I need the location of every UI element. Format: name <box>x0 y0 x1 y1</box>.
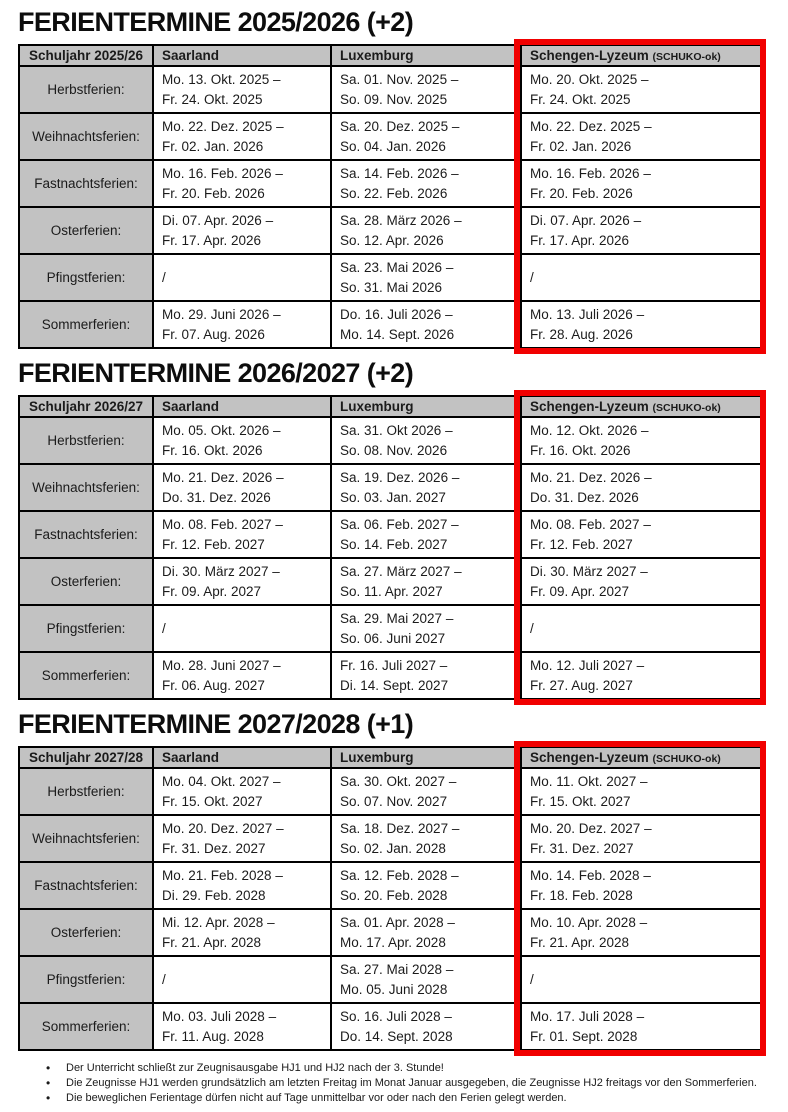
row-label: Osterferien: <box>19 909 153 956</box>
date-line: Mo. 05. Okt. 2026 – <box>162 422 281 438</box>
date-line: Sa. 20. Dez. 2025 – <box>340 118 460 134</box>
holiday-table-wrap <box>18 395 762 700</box>
date-line: Fr. 02. Jan. 2026 <box>162 138 264 154</box>
cell-saarland <box>153 511 331 558</box>
date-line: Sa. 01. Nov. 2025 – <box>340 71 459 87</box>
date-line: / <box>162 269 166 285</box>
cell-saarland <box>153 464 331 511</box>
date-line: Mo. 14. Feb. 2028 – <box>530 867 651 883</box>
row-label: Weihnachtsferien: <box>19 815 153 862</box>
holiday-row <box>19 160 763 207</box>
date-line: Fr. 15. Okt. 2027 <box>530 793 631 809</box>
date-line: Mi. 12. Apr. 2028 – <box>162 914 275 930</box>
ferien-section <box>18 710 762 1051</box>
column-header-schengen <box>521 45 763 66</box>
date-line: Fr. 12. Feb. 2027 <box>162 536 265 552</box>
column-header-luxemburg: Luxemburg <box>331 396 521 417</box>
date-line: Fr. 07. Aug. 2026 <box>162 326 265 342</box>
date-line: Fr. 24. Okt. 2025 <box>530 91 631 107</box>
row-label: Fastnachtsferien: <box>19 862 153 909</box>
date-line: Do. 14. Sept. 2028 <box>340 1028 453 1044</box>
date-line: Do. 16. Juli 2026 – <box>340 306 453 322</box>
column-header-schengen <box>521 747 763 768</box>
holiday-row <box>19 66 763 113</box>
cell-saarland <box>153 558 331 605</box>
cell-schengen <box>521 956 763 1003</box>
date-line: Mo. 12. Okt. 2026 – <box>530 422 649 438</box>
schengen-header-main: Schengen-Lyzeum <box>530 48 649 63</box>
row-label: Osterferien: <box>19 558 153 605</box>
date-line: Fr. 01. Sept. 2028 <box>530 1028 638 1044</box>
holiday-row <box>19 1003 763 1050</box>
bullet-icon: • <box>46 1061 51 1075</box>
footnotes-list <box>18 1061 762 1106</box>
date-line: Mo. 10. Apr. 2028 – <box>530 914 648 930</box>
date-line: Mo. 21. Dez. 2026 – <box>530 469 652 485</box>
date-line: Sa. 31. Okt 2026 – <box>340 422 453 438</box>
cell-luxemburg <box>331 207 521 254</box>
cell-luxemburg <box>331 417 521 464</box>
footnote-item <box>46 1091 762 1106</box>
date-line: So. 12. Apr. 2026 <box>340 232 444 248</box>
date-line: Fr. 02. Jan. 2026 <box>530 138 632 154</box>
date-line: Fr. 24. Okt. 2025 <box>162 91 263 107</box>
cell-schengen <box>521 605 763 652</box>
row-label: Osterferien: <box>19 207 153 254</box>
date-line: Mo. 20. Dez. 2027 – <box>162 820 284 836</box>
date-line: Fr. 09. Apr. 2027 <box>162 583 262 599</box>
ferien-section <box>18 8 762 349</box>
holiday-row <box>19 254 763 301</box>
date-line: Sa. 30. Okt. 2027 – <box>340 773 457 789</box>
holiday-row <box>19 768 763 815</box>
cell-schengen <box>521 1003 763 1050</box>
cell-saarland <box>153 605 331 652</box>
footnote-text: Die Zeugnisse HJ1 werden grundsätzlich am letzten Freitag im Monat Januar ausgegeben, die Zeugnisse HJ2 freitags vor den Sommerferien. <box>66 1077 757 1089</box>
table-header-row <box>19 396 763 417</box>
cell-saarland <box>153 768 331 815</box>
column-header-schuljahr: Schuljahr 2026/27 <box>19 396 153 417</box>
date-line: Fr. 17. Apr. 2026 <box>162 232 262 248</box>
date-line: Di. 30. März 2027 – <box>162 563 280 579</box>
sections-container <box>18 8 762 1051</box>
holiday-row <box>19 956 763 1003</box>
date-line: Mo. 17. Juli 2028 – <box>530 1008 645 1024</box>
date-line: Mo. 17. Apr. 2028 <box>340 934 446 950</box>
date-line: Di. 07. Apr. 2026 – <box>162 212 274 228</box>
date-line: / <box>162 971 166 987</box>
date-line: So. 09. Nov. 2025 <box>340 91 448 107</box>
date-line: Fr. 31. Dez. 2027 <box>162 840 266 856</box>
date-line: Di. 07. Apr. 2026 – <box>530 212 642 228</box>
date-line: Mo. 22. Dez. 2025 – <box>530 118 652 134</box>
date-line: Di. 14. Sept. 2027 <box>340 677 449 693</box>
holiday-table-wrap <box>18 746 762 1051</box>
date-line: Mo. 22. Dez. 2025 – <box>162 118 284 134</box>
date-line: Fr. 09. Apr. 2027 <box>530 583 630 599</box>
date-line: So. 06. Juni 2027 <box>340 630 446 646</box>
cell-saarland <box>153 66 331 113</box>
date-line: Fr. 16. Juli 2027 – <box>340 657 448 673</box>
holiday-table <box>18 395 764 700</box>
date-line: Do. 31. Dez. 2026 <box>530 489 639 505</box>
cell-saarland <box>153 113 331 160</box>
column-header-saarland: Saarland <box>153 396 331 417</box>
cell-schengen <box>521 464 763 511</box>
table-header-row <box>19 45 763 66</box>
column-header-luxemburg: Luxemburg <box>331 45 521 66</box>
cell-luxemburg <box>331 464 521 511</box>
date-line: Fr. 16. Okt. 2026 <box>530 442 631 458</box>
holiday-row <box>19 909 763 956</box>
cell-saarland <box>153 862 331 909</box>
footnote-item <box>46 1061 762 1076</box>
date-line: Mo. 20. Dez. 2027 – <box>530 820 652 836</box>
date-line: Fr. 12. Feb. 2027 <box>530 536 633 552</box>
cell-schengen <box>521 113 763 160</box>
date-line: Fr. 06. Aug. 2027 <box>162 677 265 693</box>
cell-luxemburg <box>331 254 521 301</box>
date-line: Mo. 08. Feb. 2027 – <box>530 516 651 532</box>
footnote-text: Die beweglichen Ferientage dürfen nicht auf Tage unmittelbar vor oder nach den Ferien gelegt werden. <box>66 1092 567 1104</box>
date-line: Di. 29. Feb. 2028 <box>162 887 266 903</box>
date-line: Fr. 28. Aug. 2026 <box>530 326 633 342</box>
column-header-saarland: Saarland <box>153 45 331 66</box>
date-line: Sa. 06. Feb. 2027 – <box>340 516 459 532</box>
date-line: Fr. 27. Aug. 2027 <box>530 677 633 693</box>
cell-luxemburg <box>331 558 521 605</box>
date-line: Mo. 03. Juli 2028 – <box>162 1008 277 1024</box>
row-label: Sommerferien: <box>19 1003 153 1050</box>
cell-schengen <box>521 301 763 348</box>
date-line: Sa. 29. Mai 2027 – <box>340 610 454 626</box>
date-line: Mo. 21. Feb. 2028 – <box>162 867 283 883</box>
cell-schengen <box>521 254 763 301</box>
holiday-row <box>19 605 763 652</box>
holiday-row <box>19 113 763 160</box>
date-line: Fr. 21. Apr. 2028 <box>530 934 630 950</box>
date-line: Fr. 17. Apr. 2026 <box>530 232 630 248</box>
date-line: So. 11. Apr. 2027 <box>340 583 443 599</box>
section-title: FERIENTERMINE 2025/2026 (+2) <box>18 7 414 37</box>
holiday-row <box>19 301 763 348</box>
date-line: So. 03. Jan. 2027 <box>340 489 446 505</box>
row-label: Herbstferien: <box>19 417 153 464</box>
footnote-item <box>46 1076 762 1091</box>
column-header-schengen <box>521 396 763 417</box>
date-line: So. 22. Feb. 2026 <box>340 185 448 201</box>
row-label: Weihnachtsferien: <box>19 464 153 511</box>
date-line: Fr. 20. Feb. 2026 <box>530 185 633 201</box>
holiday-row <box>19 558 763 605</box>
holiday-row <box>19 815 763 862</box>
bullet-icon: • <box>46 1091 51 1105</box>
date-line: So. 07. Nov. 2027 <box>340 793 448 809</box>
cell-schengen <box>521 862 763 909</box>
cell-saarland <box>153 956 331 1003</box>
date-line: Sa. 01. Apr. 2028 – <box>340 914 455 930</box>
schengen-header-main: Schengen-Lyzeum <box>530 399 649 414</box>
cell-luxemburg <box>331 909 521 956</box>
cell-saarland <box>153 909 331 956</box>
date-line: / <box>162 620 166 636</box>
date-line: Fr. 15. Okt. 2027 <box>162 793 263 809</box>
date-line: Sa. 18. Dez. 2027 – <box>340 820 460 836</box>
row-label: Sommerferien: <box>19 301 153 348</box>
section-title: FERIENTERMINE 2026/2027 (+2) <box>18 358 414 388</box>
date-line: So. 08. Nov. 2026 <box>340 442 448 458</box>
date-line: Di. 30. März 2027 – <box>530 563 648 579</box>
holiday-row <box>19 652 763 699</box>
date-line: / <box>530 620 534 636</box>
row-label: Fastnachtsferien: <box>19 511 153 558</box>
schengen-header-suffix: (SCHUKO-ok) <box>652 51 721 63</box>
date-line: Mo. 16. Feb. 2026 – <box>162 165 283 181</box>
date-line: So. 14. Feb. 2027 <box>340 536 448 552</box>
row-label: Weihnachtsferien: <box>19 113 153 160</box>
cell-schengen <box>521 417 763 464</box>
row-label: Pfingstferien: <box>19 605 153 652</box>
bullet-icon: • <box>46 1076 51 1090</box>
holiday-row <box>19 464 763 511</box>
date-line: Mo. 14. Sept. 2026 <box>340 326 455 342</box>
date-line: / <box>530 971 534 987</box>
holiday-table <box>18 44 764 349</box>
column-header-schuljahr: Schuljahr 2025/26 <box>19 45 153 66</box>
date-line: Mo. 08. Feb. 2027 – <box>162 516 283 532</box>
cell-saarland <box>153 207 331 254</box>
column-header-luxemburg: Luxemburg <box>331 747 521 768</box>
row-label: Fastnachtsferien: <box>19 160 153 207</box>
date-line: Do. 31. Dez. 2026 <box>162 489 271 505</box>
date-line: Sa. 12. Feb. 2028 – <box>340 867 459 883</box>
cell-saarland <box>153 652 331 699</box>
date-line: Fr. 11. Aug. 2028 <box>162 1028 264 1044</box>
date-line: Mo. 20. Okt. 2025 – <box>530 71 649 87</box>
section-title: FERIENTERMINE 2027/2028 (+1) <box>18 709 414 739</box>
footnote-text: Der Unterricht schließt zur Zeugnisausgabe HJ1 und HJ2 nach der 3. Stunde! <box>66 1062 444 1074</box>
cell-schengen <box>521 652 763 699</box>
cell-luxemburg <box>331 862 521 909</box>
date-line: / <box>530 269 534 285</box>
column-header-saarland: Saarland <box>153 747 331 768</box>
cell-luxemburg <box>331 160 521 207</box>
cell-schengen <box>521 815 763 862</box>
date-line: Mo. 16. Feb. 2026 – <box>530 165 651 181</box>
date-line: Mo. 12. Juli 2027 – <box>530 657 645 673</box>
cell-schengen <box>521 207 763 254</box>
date-line: Fr. 21. Apr. 2028 <box>162 934 262 950</box>
table-header-row <box>19 747 763 768</box>
date-line: Fr. 16. Okt. 2026 <box>162 442 263 458</box>
date-line: Mo. 28. Juni 2027 – <box>162 657 281 673</box>
date-line: So. 02. Jan. 2028 <box>340 840 446 856</box>
date-line: So. 31. Mai 2026 <box>340 279 443 295</box>
schengen-header-suffix: (SCHUKO-ok) <box>652 402 721 414</box>
cell-saarland <box>153 1003 331 1050</box>
date-line: Sa. 19. Dez. 2026 – <box>340 469 460 485</box>
holiday-row <box>19 862 763 909</box>
date-line: Sa. 14. Feb. 2026 – <box>340 165 459 181</box>
holiday-table-wrap <box>18 44 762 349</box>
cell-luxemburg <box>331 301 521 348</box>
date-line: Mo. 21. Dez. 2026 – <box>162 469 284 485</box>
cell-luxemburg <box>331 652 521 699</box>
row-label: Sommerferien: <box>19 652 153 699</box>
cell-schengen <box>521 160 763 207</box>
cell-schengen <box>521 511 763 558</box>
row-label: Herbstferien: <box>19 768 153 815</box>
date-line: Sa. 23. Mai 2026 – <box>340 259 454 275</box>
date-line: So. 20. Feb. 2028 <box>340 887 448 903</box>
cell-luxemburg <box>331 768 521 815</box>
cell-saarland <box>153 301 331 348</box>
date-line: Mo. 13. Okt. 2025 – <box>162 71 281 87</box>
date-line: Mo. 13. Juli 2026 – <box>530 306 645 322</box>
date-line: Mo. 29. Juni 2026 – <box>162 306 281 322</box>
date-line: Fr. 20. Feb. 2026 <box>162 185 265 201</box>
date-line: Sa. 27. März 2027 – <box>340 563 462 579</box>
cell-schengen <box>521 768 763 815</box>
date-line: Sa. 28. März 2026 – <box>340 212 462 228</box>
column-header-schuljahr: Schuljahr 2027/28 <box>19 747 153 768</box>
cell-saarland <box>153 160 331 207</box>
ferien-section <box>18 359 762 700</box>
cell-luxemburg <box>331 956 521 1003</box>
cell-schengen <box>521 66 763 113</box>
cell-luxemburg <box>331 113 521 160</box>
schengen-header-suffix: (SCHUKO-ok) <box>652 753 721 765</box>
schengen-header-main: Schengen-Lyzeum <box>530 750 649 765</box>
date-line: Mo. 04. Okt. 2027 – <box>162 773 281 789</box>
row-label: Pfingstferien: <box>19 254 153 301</box>
holiday-row <box>19 511 763 558</box>
date-line: So. 16. Juli 2028 – <box>340 1008 452 1024</box>
row-label: Herbstferien: <box>19 66 153 113</box>
holiday-row <box>19 207 763 254</box>
cell-schengen <box>521 909 763 956</box>
date-line: Sa. 27. Mai 2028 – <box>340 961 454 977</box>
date-line: Fr. 18. Feb. 2028 <box>530 887 633 903</box>
date-line: Fr. 31. Dez. 2027 <box>530 840 634 856</box>
cell-luxemburg <box>331 605 521 652</box>
holiday-table <box>18 746 764 1051</box>
cell-saarland <box>153 815 331 862</box>
cell-saarland <box>153 417 331 464</box>
cell-luxemburg <box>331 815 521 862</box>
date-line: Mo. 05. Juni 2028 <box>340 981 448 997</box>
date-line: Mo. 11. Okt. 2027 – <box>530 773 648 789</box>
cell-schengen <box>521 558 763 605</box>
row-label: Pfingstferien: <box>19 956 153 1003</box>
cell-luxemburg <box>331 1003 521 1050</box>
holiday-row <box>19 417 763 464</box>
cell-saarland <box>153 254 331 301</box>
cell-luxemburg <box>331 66 521 113</box>
date-line: So. 04. Jan. 2026 <box>340 138 446 154</box>
cell-luxemburg <box>331 511 521 558</box>
